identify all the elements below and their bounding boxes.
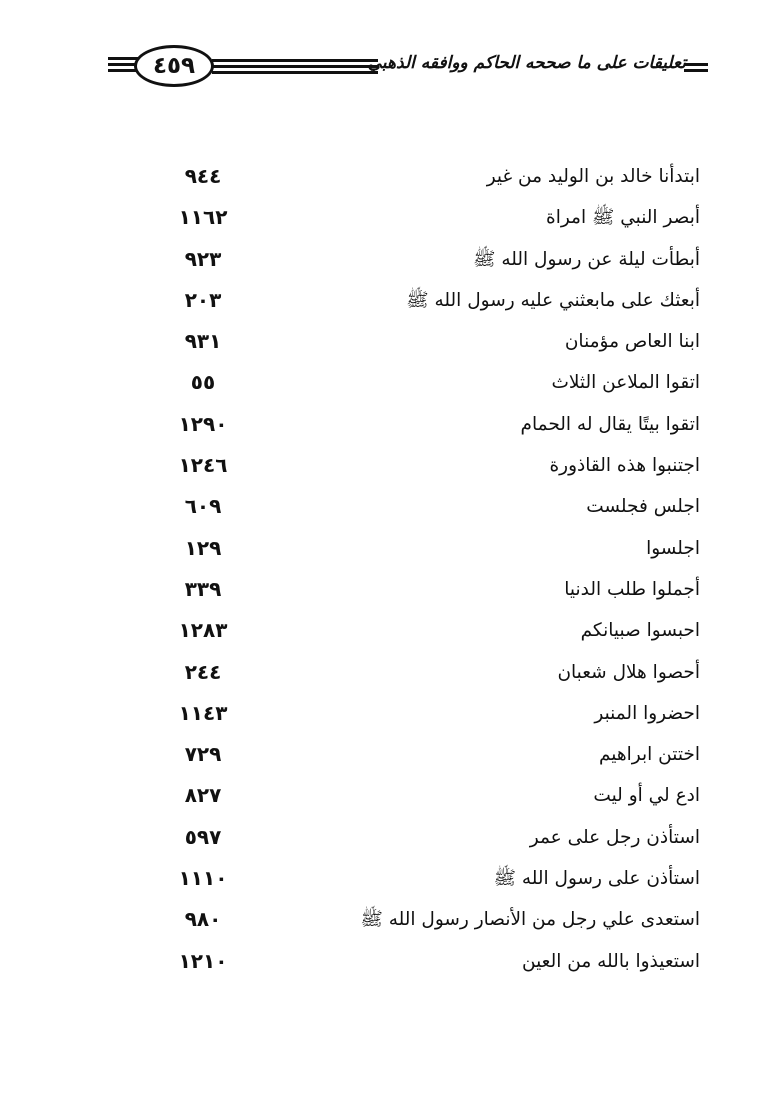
entry-reference-number: ٥٥ bbox=[190, 370, 216, 395]
list-item bbox=[150, 160, 700, 201]
list-item bbox=[150, 408, 700, 449]
entry-reference-number: ٢٤٤ bbox=[184, 659, 222, 684]
entry-text: أحصوا هلال شعبان bbox=[557, 661, 700, 683]
entry-text: اجلسوا bbox=[646, 537, 700, 559]
header-rule-mid-1 bbox=[212, 59, 378, 62]
list-item bbox=[150, 243, 700, 284]
entry-reference-number: ١٢٩٠ bbox=[178, 411, 228, 436]
list-item bbox=[150, 449, 700, 490]
entry-reference-number: ٦٠٩ bbox=[184, 494, 222, 519]
entry-text: احبسوا صبيانكم bbox=[580, 620, 700, 642]
list-item bbox=[150, 945, 700, 986]
entry-text: اجلس فجلست bbox=[586, 496, 700, 518]
list-item bbox=[150, 284, 700, 325]
hadith-index-list bbox=[150, 160, 700, 986]
header-rule-right-1 bbox=[684, 63, 708, 66]
header-rule-left-1 bbox=[108, 57, 138, 60]
entry-reference-number: ٥٩٧ bbox=[184, 824, 222, 849]
entry-text: استعدى علي رجل من الأنصار رسول الله ﷺ bbox=[360, 909, 700, 931]
entry-reference-number: ١٢٩ bbox=[184, 535, 222, 560]
entry-text: استعيذوا بالله من العين bbox=[522, 950, 700, 972]
list-item bbox=[150, 573, 700, 614]
list-item bbox=[150, 862, 700, 903]
list-item bbox=[150, 738, 700, 779]
entry-reference-number: ١١٤٣ bbox=[178, 700, 228, 725]
entry-reference-number: ٩٨٠ bbox=[184, 907, 222, 932]
list-item bbox=[150, 532, 700, 573]
entry-reference-number: ١٢٨٣ bbox=[178, 618, 228, 643]
entry-reference-number: ٩٢٣ bbox=[184, 246, 222, 271]
header-rule-left-3 bbox=[108, 69, 138, 72]
entry-reference-number: ٩٣١ bbox=[184, 329, 222, 354]
entry-text: استأذن رجل على عمر bbox=[529, 826, 700, 848]
entry-reference-number: ١٢١٠ bbox=[178, 948, 228, 973]
list-item bbox=[150, 821, 700, 862]
list-item bbox=[150, 490, 700, 531]
header-rule-mid-2 bbox=[212, 65, 378, 68]
list-item bbox=[150, 656, 700, 697]
entry-text: احضروا المنبر bbox=[594, 702, 700, 724]
entry-reference-number: ١١٦٢ bbox=[178, 205, 228, 230]
entry-text: ابنا العاص مؤمنان bbox=[564, 331, 700, 353]
running-header bbox=[108, 40, 710, 92]
entry-reference-number: ٩٤٤ bbox=[184, 164, 222, 188]
page-number: ٤٥٩ bbox=[134, 45, 214, 87]
entry-text: ادع لي أو ليت bbox=[593, 785, 700, 807]
list-item bbox=[150, 614, 700, 655]
list-item bbox=[150, 779, 700, 820]
entry-reference-number: ٧٢٩ bbox=[184, 742, 222, 767]
entry-reference-number: ٨٢٧ bbox=[184, 783, 222, 808]
entry-text: ابتدأنا خالد بن الوليد من غير bbox=[486, 166, 700, 187]
list-item bbox=[150, 366, 700, 407]
entry-text: اجتنبوا هذه القاذورة bbox=[549, 455, 700, 477]
entry-text: أبصر النبي ﷺ امراة bbox=[546, 207, 700, 229]
entry-reference-number: ١١١٠ bbox=[178, 866, 228, 891]
entry-text: أجملوا طلب الدنيا bbox=[564, 578, 700, 600]
list-item bbox=[150, 903, 700, 944]
list-item bbox=[150, 325, 700, 366]
entry-reference-number: ٣٣٩ bbox=[184, 576, 222, 601]
entry-text: استأذن على رسول الله ﷺ bbox=[493, 868, 700, 890]
running-title: تعليقات على ما صححه الحاكم ووافقه الذهبي bbox=[367, 53, 686, 73]
list-item bbox=[150, 697, 700, 738]
entry-text: اتقوا الملاعن الثلاث bbox=[551, 372, 700, 394]
header-rule-right-2 bbox=[684, 69, 708, 72]
entry-text: اختتن ابراهيم bbox=[599, 744, 700, 766]
entry-reference-number: ٢٠٣ bbox=[184, 287, 222, 312]
entry-text: اتقوا بيتًا يقال له الحمام bbox=[520, 413, 700, 435]
entry-text: أبعثك على مابعثني عليه رسول الله ﷺ bbox=[406, 289, 700, 311]
entry-reference-number: ١٢٤٦ bbox=[178, 453, 228, 478]
list-item bbox=[150, 201, 700, 242]
entry-text: أبطأت ليلة عن رسول الله ﷺ bbox=[473, 248, 700, 270]
header-rule-mid-3 bbox=[212, 71, 378, 74]
